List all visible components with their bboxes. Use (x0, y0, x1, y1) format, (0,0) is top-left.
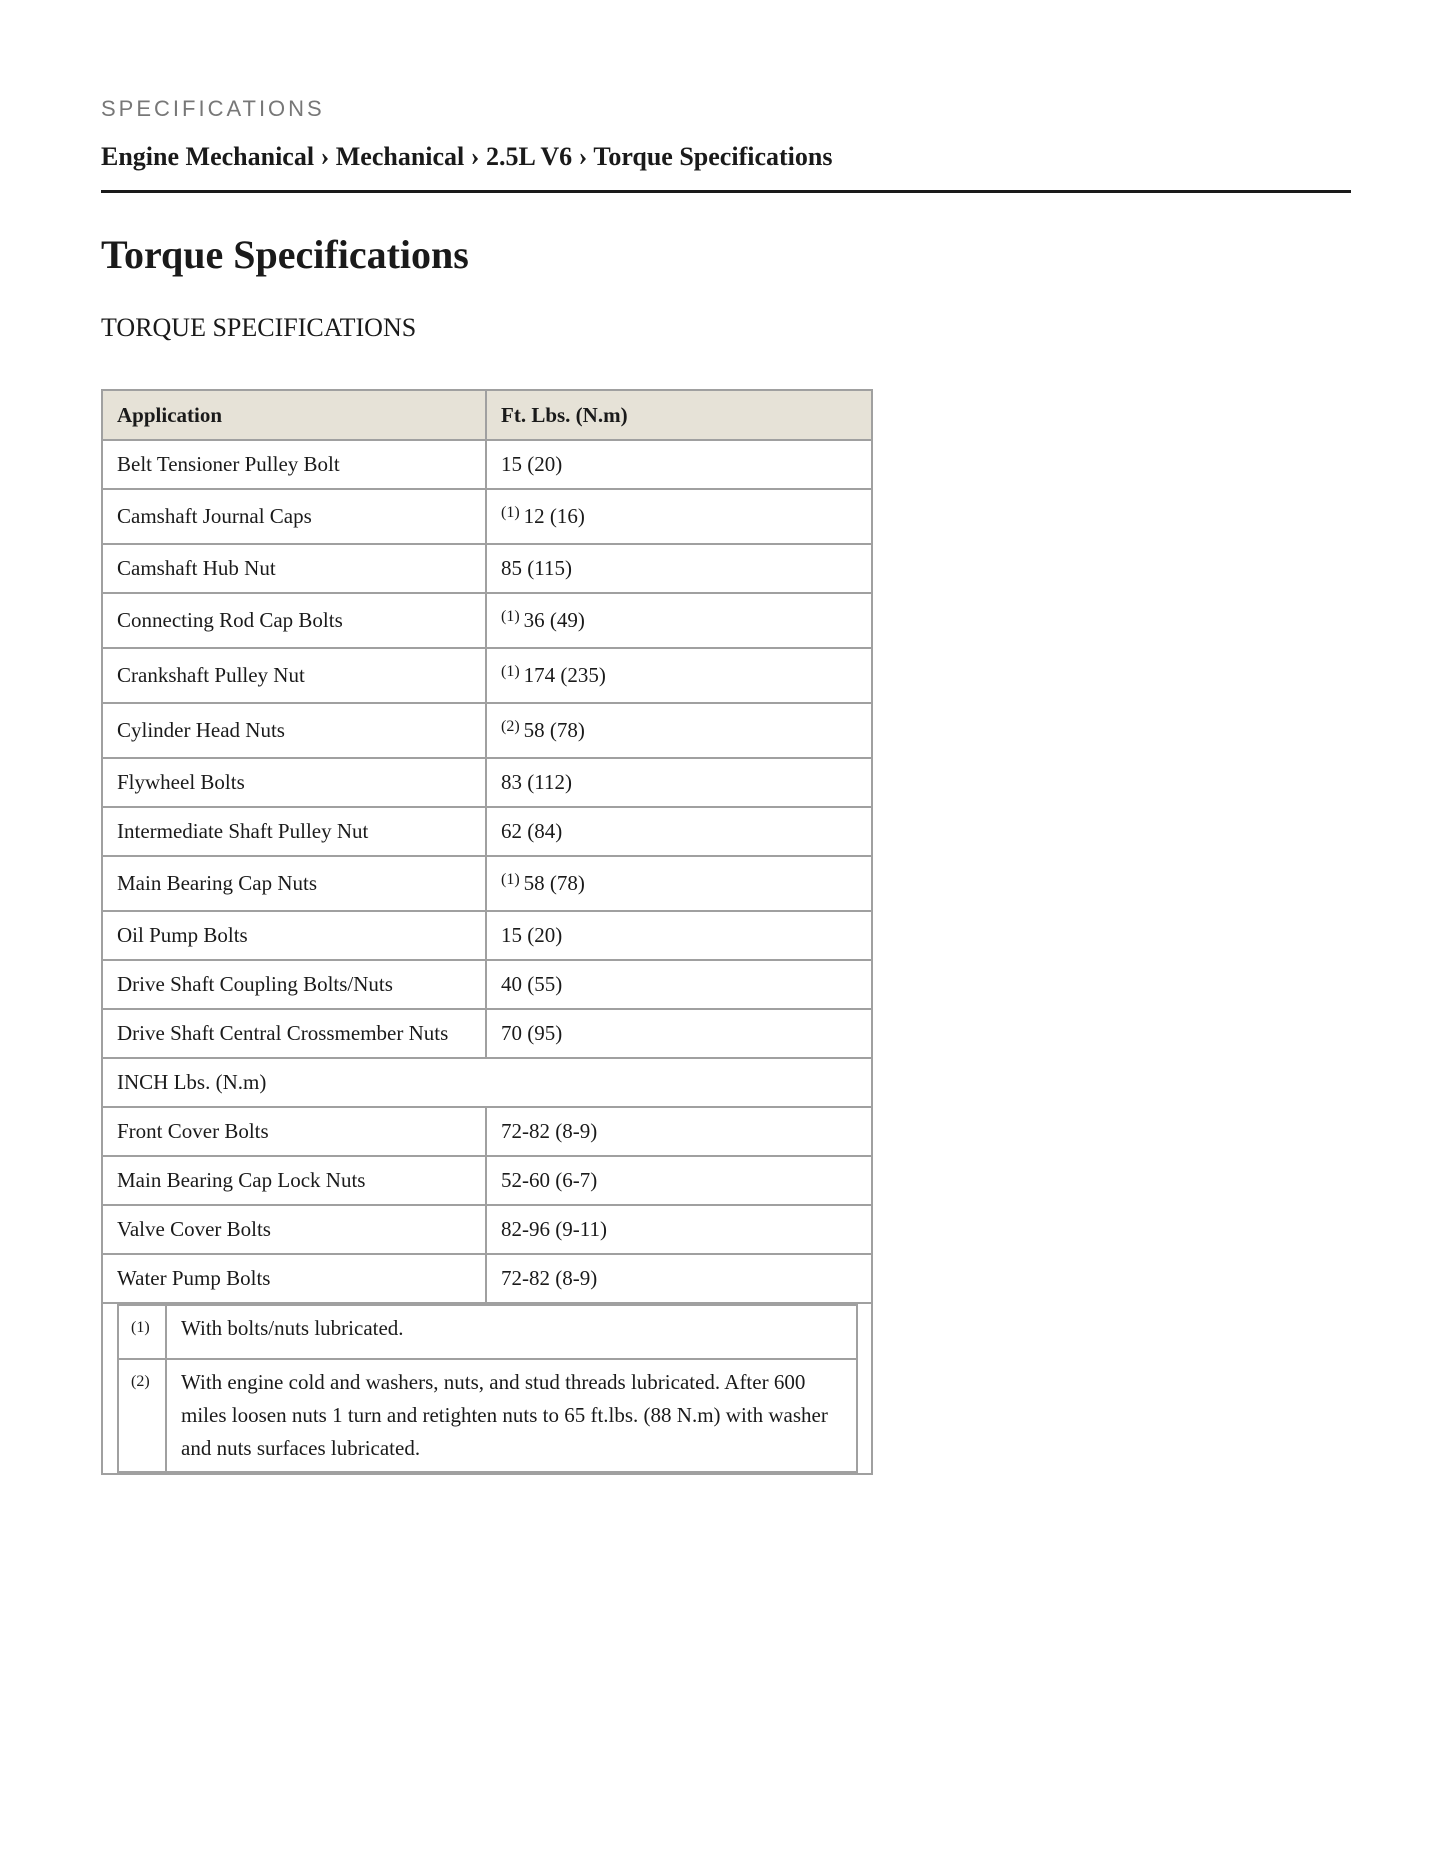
torque-value: 15 (20) (501, 452, 563, 476)
application-cell: Intermediate Shaft Pulley Nut (102, 807, 486, 856)
table-row (102, 1254, 872, 1303)
footnote-text: With engine cold and washers, nuts, and stud threads lubricated. After 600 miles loosen nuts 1 turn and retighten nuts to 65 ft.lbs. (88 N.m) with washer and nuts surfaces lubricated. (166, 1359, 857, 1472)
table-row (102, 911, 872, 960)
breadcrumb-separator: › (572, 142, 594, 171)
application-cell: Valve Cover Bolts (102, 1205, 486, 1254)
footnote-row (118, 1305, 857, 1359)
torque-value: 36 (49) (523, 608, 585, 632)
application-cell: Flywheel Bolts (102, 758, 486, 807)
footnote-mark: (2) (118, 1359, 166, 1472)
application-cell: Drive Shaft Central Crossmember Nuts (102, 1009, 486, 1058)
table-row (102, 960, 872, 1009)
page-title: Torque Specifications (101, 232, 469, 277)
application-cell: Main Bearing Cap Nuts (102, 856, 486, 911)
footnote-ref[interactable]: (1) (501, 504, 520, 521)
application-cell: Camshaft Hub Nut (102, 544, 486, 593)
table-row (102, 807, 872, 856)
breadcrumb-item-current: Torque Specifications (593, 142, 833, 171)
footnote-ref[interactable]: (2) (501, 718, 520, 735)
table-row (102, 1205, 872, 1254)
table-row (102, 648, 872, 703)
footnote-row (118, 1359, 857, 1472)
footnote-ref[interactable]: (1) (501, 608, 520, 625)
torque-value: 85 (115) (501, 556, 572, 580)
table-row (102, 703, 872, 758)
torque-value: 58 (78) (523, 718, 585, 742)
value-cell (486, 593, 872, 648)
value-cell (486, 856, 872, 911)
table-row (102, 856, 872, 911)
torque-value: 40 (55) (501, 972, 563, 996)
value-cell (486, 1009, 872, 1058)
breadcrumb-separator: › (464, 142, 486, 171)
table-row (102, 593, 872, 648)
section-label-inch-lbs: INCH Lbs. (N.m) (102, 1058, 872, 1107)
application-cell: Crankshaft Pulley Nut (102, 648, 486, 703)
torque-value: 15 (20) (501, 923, 563, 947)
application-cell: Drive Shaft Coupling Bolts/Nuts (102, 960, 486, 1009)
table-row (102, 544, 872, 593)
value-cell: 82-96 (9-11) (486, 1205, 872, 1254)
table-row (102, 440, 872, 489)
page-subtitle: TORQUE SPECIFICATIONS (101, 313, 417, 342)
footnote-mark: (1) (118, 1305, 166, 1359)
torque-spec-table (101, 389, 873, 1475)
table-row (102, 489, 872, 544)
application-cell: Connecting Rod Cap Bolts (102, 593, 486, 648)
value-cell (486, 489, 872, 544)
value-cell: 72-82 (8-9) (486, 1107, 872, 1156)
breadcrumb-item-mechanical[interactable]: Mechanical (335, 142, 465, 171)
section-row (102, 1058, 872, 1107)
application-cell: Front Cover Bolts (102, 1107, 486, 1156)
value-cell (486, 648, 872, 703)
torque-value: 83 (112) (501, 770, 572, 794)
value-cell (486, 960, 872, 1009)
application-cell: Belt Tensioner Pulley Bolt (102, 440, 486, 489)
table-header-row (102, 390, 872, 440)
section-kicker: SPECIFICATIONS (101, 96, 325, 121)
application-cell: Main Bearing Cap Lock Nuts (102, 1156, 486, 1205)
value-cell (486, 703, 872, 758)
breadcrumb-item-engine[interactable]: 2.5L V6 (485, 142, 573, 171)
footnotes-row (102, 1303, 872, 1474)
value-cell (486, 807, 872, 856)
torque-value: 12 (16) (523, 504, 585, 528)
value-cell: 72-82 (8-9) (486, 1254, 872, 1303)
footnote-text: With bolts/nuts lubricated. (166, 1305, 857, 1359)
table-row (102, 1009, 872, 1058)
column-header-application: Application (102, 390, 486, 440)
application-cell: Oil Pump Bolts (102, 911, 486, 960)
footnote-ref[interactable]: (1) (501, 663, 520, 680)
footnotes-table (117, 1304, 858, 1473)
value-cell (486, 911, 872, 960)
torque-value: 70 (95) (501, 1021, 563, 1045)
value-cell: 52-60 (6-7) (486, 1156, 872, 1205)
application-cell: Cylinder Head Nuts (102, 703, 486, 758)
table-row (102, 758, 872, 807)
table-row (102, 1156, 872, 1205)
torque-value: 62 (84) (501, 819, 563, 843)
application-cell: Water Pump Bolts (102, 1254, 486, 1303)
footnote-ref[interactable]: (1) (501, 871, 520, 888)
value-cell (486, 544, 872, 593)
breadcrumb-item-engine-mechanical[interactable]: Engine Mechanical (101, 142, 315, 171)
table-row (102, 1107, 872, 1156)
breadcrumb (101, 142, 1351, 193)
value-cell (486, 758, 872, 807)
torque-value: 174 (235) (523, 663, 606, 687)
footnotes-cell (102, 1303, 872, 1474)
application-cell: Camshaft Journal Caps (102, 489, 486, 544)
column-header-ft-lbs: Ft. Lbs. (N.m) (486, 390, 872, 440)
torque-value: 58 (78) (523, 871, 585, 895)
breadcrumb-separator: › (314, 142, 336, 171)
value-cell (486, 440, 872, 489)
